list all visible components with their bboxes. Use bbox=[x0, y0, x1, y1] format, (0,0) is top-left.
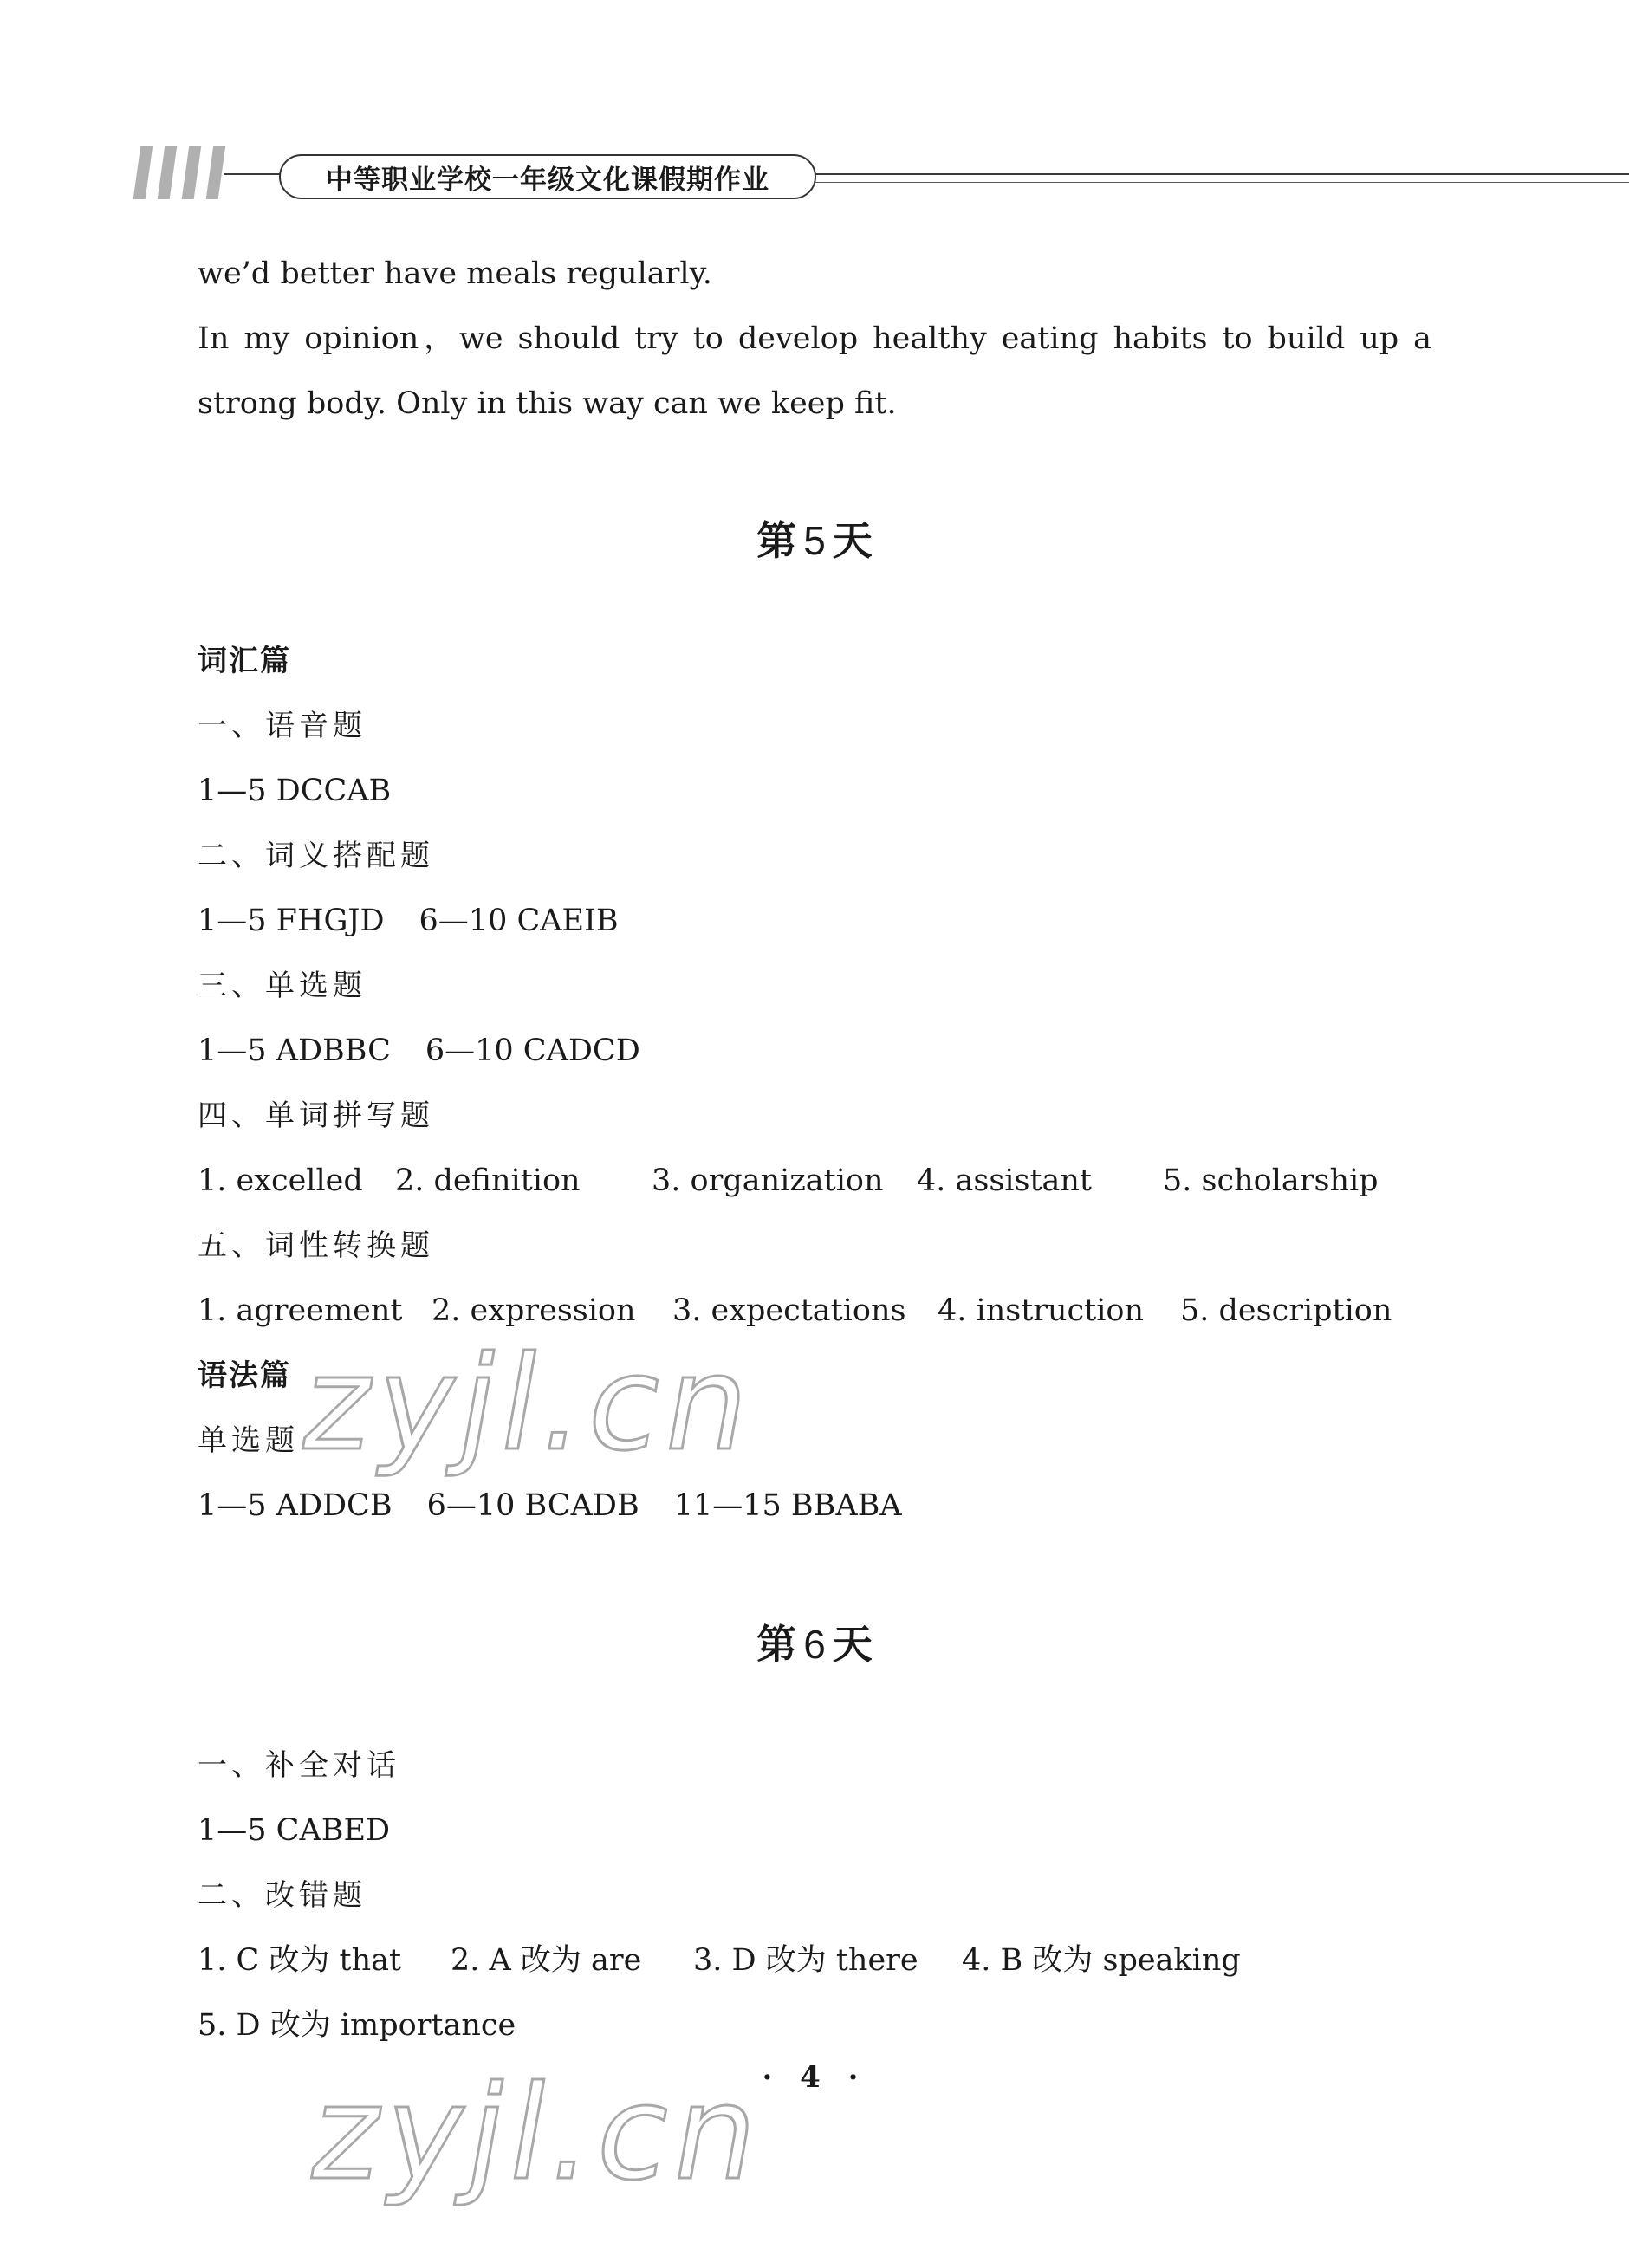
day6-heading: 第 6 天 bbox=[756, 1621, 873, 1668]
day5-s2-title: 二、词义搭配题 bbox=[198, 839, 434, 873]
watermark: zyjl.cn bbox=[300, 2058, 776, 2209]
day5-s5-item-4: 4. instruction bbox=[938, 1293, 1145, 1328]
day5-s2-answer: 1—5 FHGJD 6—10 CAEIB bbox=[198, 904, 619, 938]
day5-s1-title: 一、语音题 bbox=[198, 709, 367, 743]
day5-g-answer: 1—5 ADDCB 6—10 BCADB 11—15 BBABA bbox=[198, 1488, 902, 1523]
header-decoration bbox=[137, 146, 234, 199]
page-number: · 4 · bbox=[762, 2060, 867, 2095]
day6-s2-item-4: 4. B 改为 speaking bbox=[962, 1943, 1241, 1978]
day6-s2-item-5: 5. D 改为 importance bbox=[198, 2008, 516, 2043]
watermark: zyjl.cn bbox=[291, 1329, 768, 1480]
day5-heading: 第 5 天 bbox=[756, 517, 873, 564]
day5-s3-answer: 1—5 ADBBC 6—10 CADCD bbox=[198, 1034, 640, 1068]
day5-s5-item-1: 1. agreement bbox=[198, 1293, 403, 1328]
day5-s4-item-3: 3. organization bbox=[652, 1163, 884, 1198]
day5-s1-answer: 1—5 DCCAB bbox=[198, 774, 392, 808]
day5-s4-item-4: 4. assistant bbox=[917, 1163, 1093, 1198]
header-rule-right bbox=[814, 173, 1629, 175]
day6-s2-item-3: 3. D 改为 there bbox=[693, 1943, 918, 1978]
day5-s5-item-3: 3. expectations bbox=[672, 1293, 906, 1328]
day5-s4-item-1: 1. excelled bbox=[198, 1163, 363, 1198]
intro-line-2: In my opinion，we should try to develop healthy eating habits to build up a bbox=[198, 321, 1431, 356]
day5-s4-item-5: 5. scholarship bbox=[1163, 1163, 1379, 1198]
day6-s1-answer: 1—5 CABED bbox=[198, 1813, 391, 1848]
header-rule-left bbox=[224, 173, 281, 175]
day5-grammar-title: 语法篇 bbox=[198, 1358, 291, 1393]
day6-s1-title: 一、补全对话 bbox=[198, 1748, 400, 1783]
day5-s3-title: 三、单选题 bbox=[198, 969, 367, 1003]
header-rule-right-thin bbox=[814, 182, 1629, 183]
day5-s5-title: 五、词性转换题 bbox=[198, 1228, 434, 1263]
day6-s2-title: 二、改错题 bbox=[198, 1878, 367, 1913]
day5-s5-item-5: 5. description bbox=[1180, 1293, 1392, 1328]
day5-s4-item-2: 2. definition bbox=[395, 1163, 581, 1198]
intro-line-3: strong body. Only in this way can we keep fit. bbox=[198, 386, 897, 421]
day5-g-title: 单选题 bbox=[198, 1423, 299, 1458]
intro-line-1: we’d better have meals regularly. bbox=[198, 256, 712, 291]
day5-s4-title: 四、单词拼写题 bbox=[198, 1098, 434, 1133]
day6-s2-item-2: 2. A 改为 are bbox=[451, 1943, 642, 1978]
day5-s5-item-2: 2. expression bbox=[432, 1293, 636, 1328]
header-title: 中等职业学校一年级文化课假期作业 bbox=[279, 154, 816, 199]
day6-s2-item-1: 1. C 改为 that bbox=[198, 1943, 402, 1978]
day5-vocab-title: 词汇篇 bbox=[198, 644, 291, 678]
